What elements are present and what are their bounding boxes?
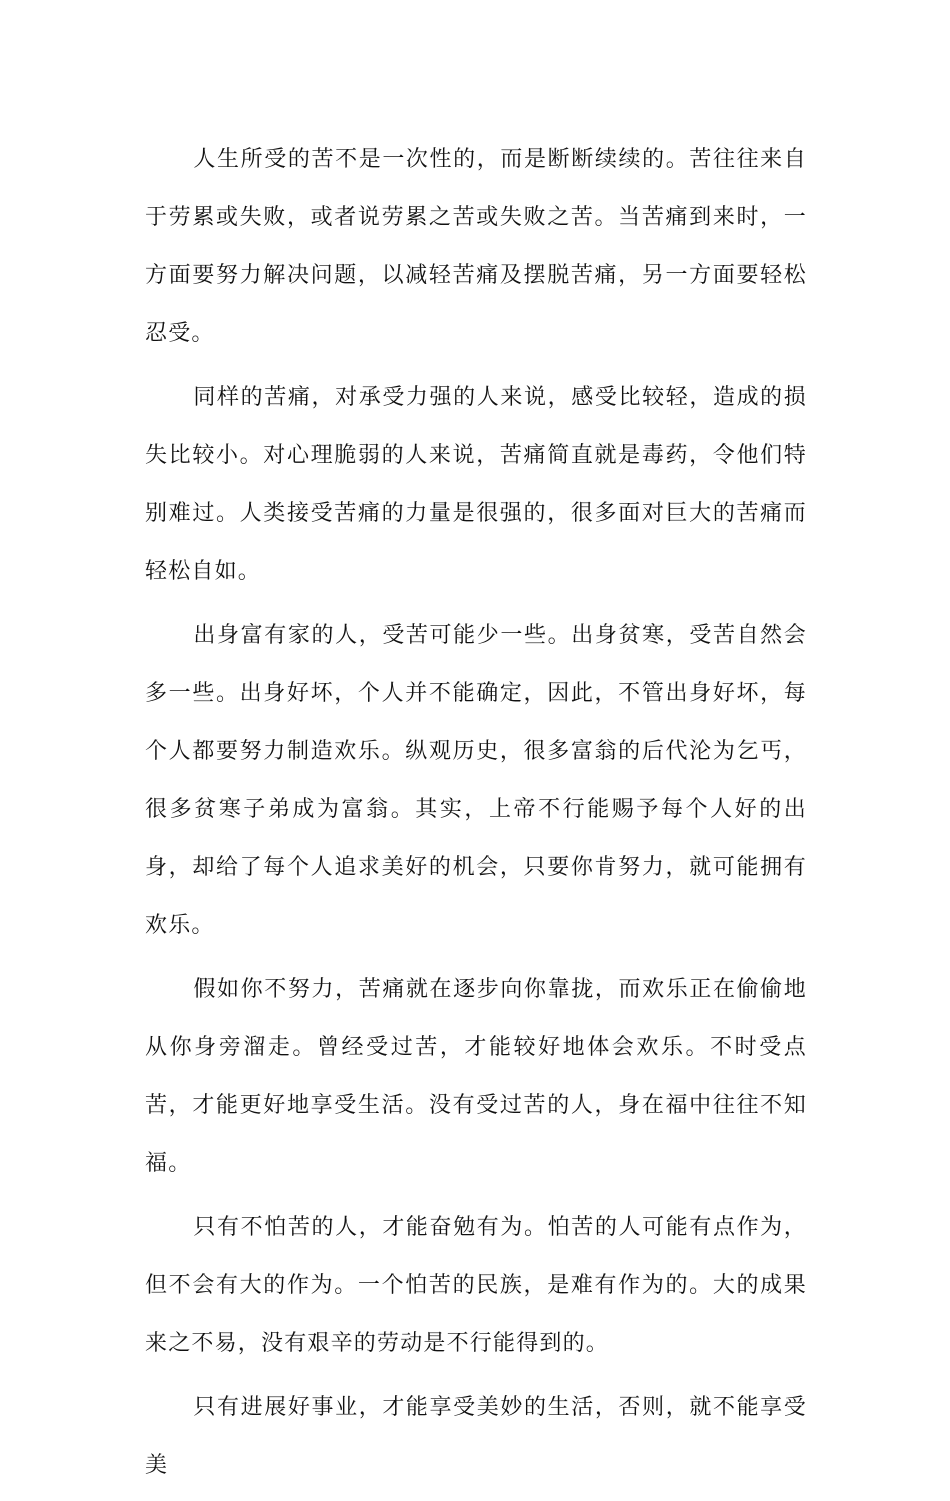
paragraph-1: 人生所受的苦不是一次性的，而是断断续续的。苦往往来自于劳累或失败，或者说劳累之苦或失败之苦。当苦痛到来时，一方面要努力解决问题，以减轻苦痛及摆脱苦痛，另一方面要轻松忍受。	[145, 147, 807, 346]
paragraph-4: 假如你不努力，苦痛就在逐步向你靠拢，而欢乐正在偷偷地从你身旁溜走。曾经受过苦，才能较好地体会欢乐。不时受点苦，才能更好地享受生活。没有受过苦的人，身在福中往往不知福。	[145, 977, 807, 1176]
paragraph-2: 同样的苦痛，对承受力强的人来说，感受比较轻，造成的损失比较小。对心理脆弱的人来说，苦痛简直就是毒药，令他们特别难过。人类接受苦痛的力量是很强的，很多面对巨大的苦痛而轻松自如。	[145, 385, 807, 584]
paragraph-5: 只有不怕苦的人，才能奋勉有为。怕苦的人可能有点作为，但不会有大的作为。一个怕苦的民族，是难有作为的。大的成果来之不易，没有艰辛的劳动是不行能得到的。	[145, 1215, 807, 1356]
paragraph-3: 出身富有家的人，受苦可能少一些。出身贫寒，受苦自然会多一些。出身好坏，个人并不能确定，因此，不管出身好坏，每个人都要努力制造欢乐。纵观历史，很多富翁的后代沦为乞丐，很多贫寒子弟成为富翁。其实，上帝不行能赐予每个人好的出身，却给了每个人追求美好的机会，只要你肯努力，就可能拥有欢乐。	[145, 623, 807, 938]
paragraph-6: 只有进展好事业，才能享受美妙的生活，否则，就不能享受美	[145, 1395, 807, 1478]
document-body	[145, 131, 807, 1501]
